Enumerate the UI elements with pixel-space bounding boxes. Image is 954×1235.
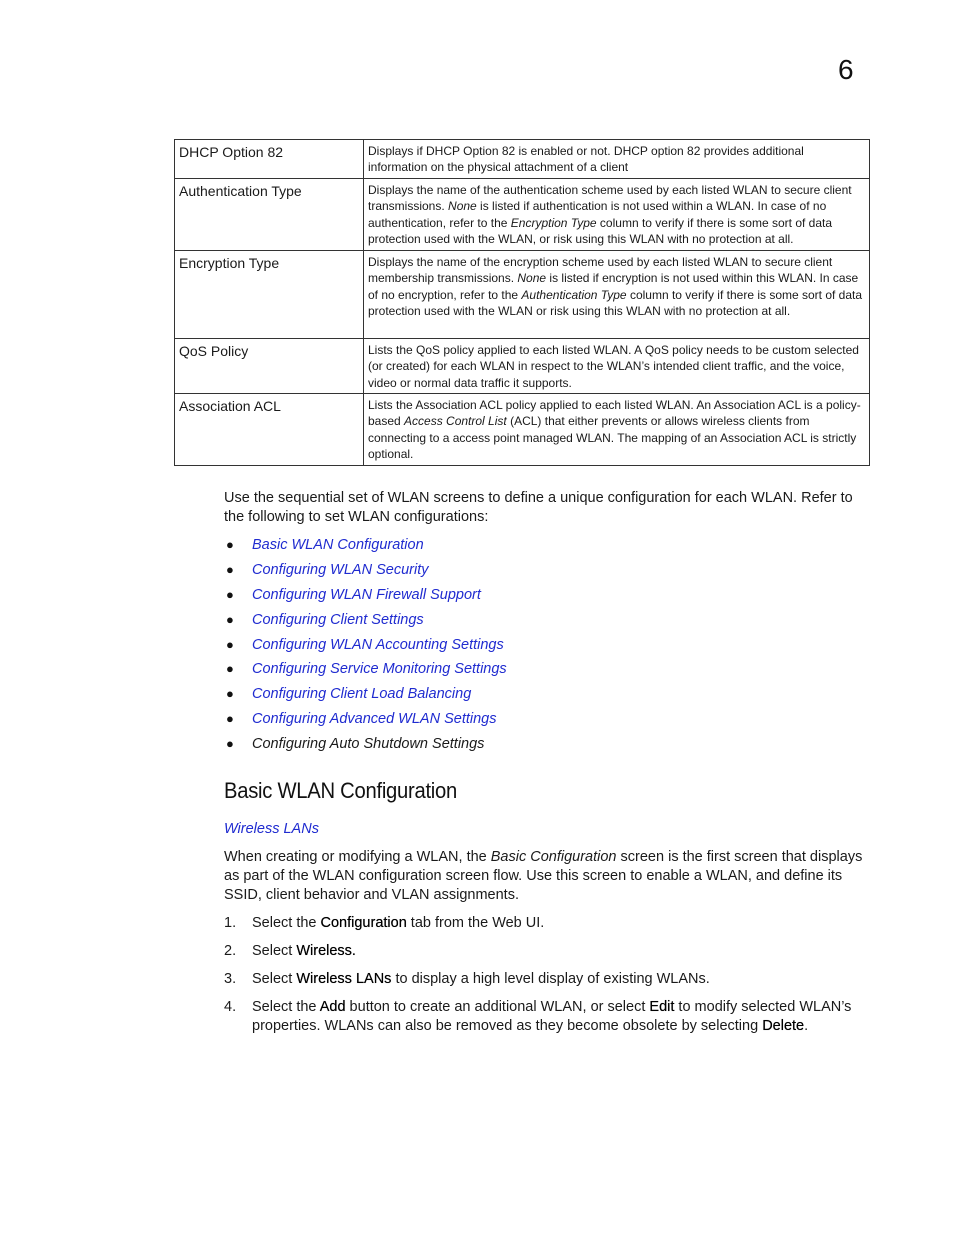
step-item: 1. Select the Configuration tab from the Web UI. bbox=[224, 915, 545, 931]
list-item bbox=[224, 733, 507, 758]
table-row bbox=[175, 339, 870, 394]
bullet-icon: ● bbox=[226, 611, 234, 627]
list-item bbox=[224, 708, 507, 733]
steps-list bbox=[224, 914, 870, 1045]
table-row bbox=[175, 179, 870, 251]
link-configuring-client-load-balancing[interactable]: Configuring Client Load Balancing bbox=[252, 686, 472, 703]
list-item bbox=[224, 534, 507, 559]
step-item: 4. Select the Add button to create an additional WLAN, or select Edit to modify selected WLAN’s properties. WLANs can also be removed as they become obsolete by selecting Delete. bbox=[224, 999, 852, 1034]
bullet-icon: ● bbox=[226, 561, 234, 577]
table-row bbox=[175, 251, 870, 339]
wireless-lans-link[interactable]: Wireless LANs bbox=[224, 821, 319, 837]
table-description: Lists the Association ACL policy applied to each listed WLAN. An Association ACL is a policy-based Access Control List (ACL) that either prevents or allows wireless clients from connecting to a access point managed WLAN. The mapping of an Association ACL is strictly optional. bbox=[364, 394, 870, 466]
table-description: Displays the name of the encryption scheme used by each listed WLAN to secure client membership transmissions. None is listed if encryption is not used within this WLAN. In case of no encryption, refer to the Authentication Type column to verify if there is some sort of data protection used with the WLAN or risk using this WLAN with no protection at all. bbox=[364, 251, 870, 339]
configuration-link-list bbox=[224, 534, 507, 758]
step-number: 3. bbox=[224, 971, 237, 987]
bullet-icon: ● bbox=[226, 586, 234, 602]
table-term: Authentication Type bbox=[175, 179, 364, 251]
table-term: Association ACL bbox=[175, 394, 364, 466]
link-configuring-advanced-wlan-settings[interactable]: Configuring Advanced WLAN Settings bbox=[252, 711, 497, 728]
list-item bbox=[224, 634, 507, 659]
table-term: DHCP Option 82 bbox=[175, 140, 364, 179]
step-number: 1. bbox=[224, 915, 237, 931]
table-description: Lists the QoS policy applied to each listed WLAN. A QoS policy needs to be custom selected (or created) for each WLAN in respect to the WLAN’s intended client traffic, and the voice, video or normal data traffic it supports. bbox=[364, 339, 870, 394]
step-number: 4. bbox=[224, 999, 237, 1015]
link-configuring-wlan-accounting-settings[interactable]: Configuring WLAN Accounting Settings bbox=[252, 636, 504, 653]
list-item bbox=[224, 584, 507, 609]
bullet-icon: ● bbox=[226, 636, 234, 652]
list-item bbox=[224, 683, 507, 708]
table-row bbox=[175, 140, 870, 179]
link-configuring-wlan-firewall-support[interactable]: Configuring WLAN Firewall Support bbox=[252, 586, 481, 603]
link-configuring-wlan-security[interactable]: Configuring WLAN Security bbox=[252, 561, 429, 578]
table-term: QoS Policy bbox=[175, 339, 364, 394]
step-number: 2. bbox=[224, 943, 237, 959]
list-item bbox=[224, 658, 507, 683]
list-item bbox=[224, 609, 507, 634]
configuring-auto-shutdown-settings-text: Configuring Auto Shutdown Settings bbox=[252, 736, 485, 753]
chapter-number: 6 bbox=[838, 54, 854, 85]
definitions-table bbox=[174, 139, 870, 466]
link-basic-wlan-configuration[interactable]: Basic WLAN Configuration bbox=[252, 537, 424, 553]
table-term: Encryption Type bbox=[175, 251, 364, 339]
bullet-icon: ● bbox=[226, 711, 234, 727]
bullet-icon: ● bbox=[226, 661, 234, 677]
list-item bbox=[224, 559, 507, 584]
link-configuring-service-monitoring-settings[interactable]: Configuring Service Monitoring Settings bbox=[252, 661, 507, 678]
bullet-icon: ● bbox=[226, 736, 234, 752]
intro-paragraph: Use the sequential set of WLAN screens to define a unique configuration for each WLAN. Refer to the following to set WLAN configurations: bbox=[224, 490, 853, 525]
table-row bbox=[175, 394, 870, 466]
step-item: 2. Select Wireless. bbox=[224, 943, 356, 959]
section-paragraph: When creating or modifying a WLAN, the Basic Configuration screen is the first screen that displays as part of the WLAN configuration screen flow. Use this screen to enable a WLAN, and define its SSID, client behavior and VLAN assignments. bbox=[224, 849, 863, 903]
bullet-icon: ● bbox=[226, 537, 234, 552]
step-item: 3. Select Wireless LANs to display a high level display of existing WLANs. bbox=[224, 971, 710, 987]
section-heading: Basic WLAN Configuration bbox=[224, 778, 457, 803]
table-description: Displays the name of the authentication scheme used by each listed WLAN to secure client transmissions. None is listed if authentication is not used within a WLAN. In case of no authentication, refer to the Encryption Type column to verify if there is some sort of data protection used with the WLAN, or risk using this WLAN with no protection at all. bbox=[364, 179, 870, 251]
table-description: Displays if DHCP Option 82 is enabled or not. DHCP option 82 provides additional information on the physical attachment of a client bbox=[364, 140, 870, 179]
bullet-icon: ● bbox=[226, 686, 234, 702]
link-configuring-client-settings[interactable]: Configuring Client Settings bbox=[252, 611, 424, 628]
